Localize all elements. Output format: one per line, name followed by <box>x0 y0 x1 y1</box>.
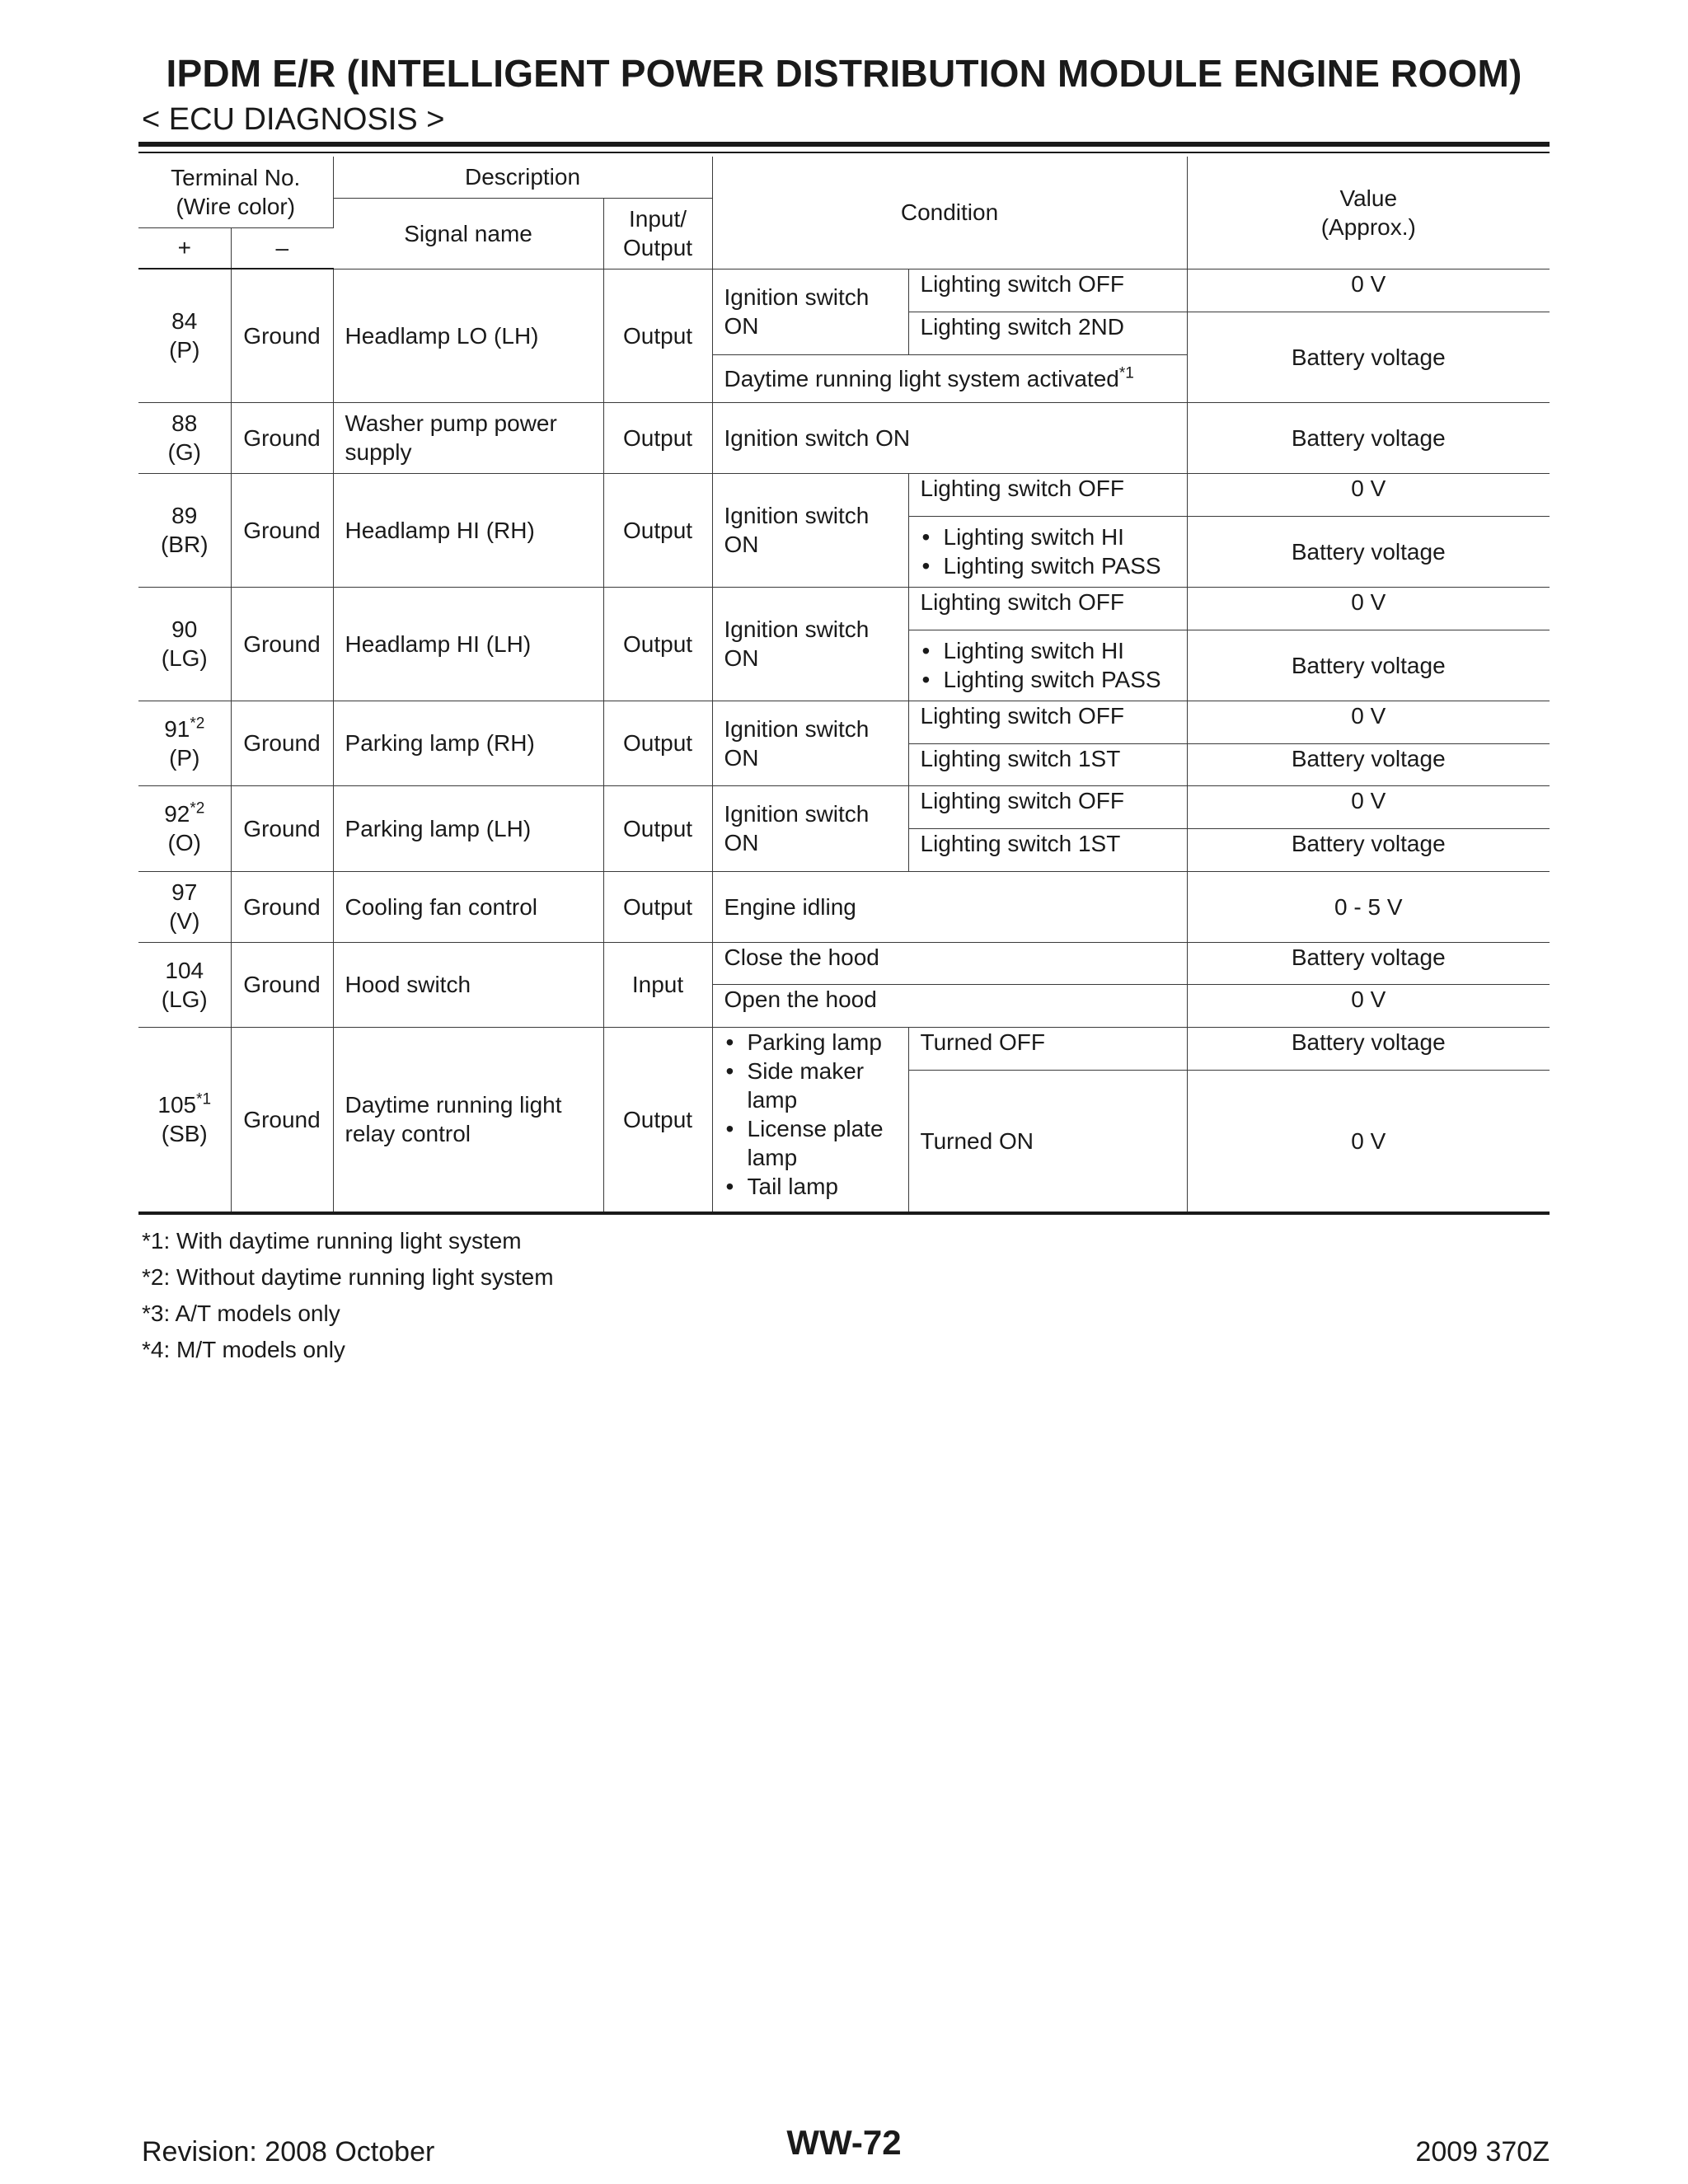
terminal-cell: 97 (V) <box>138 871 231 942</box>
condition-cell: Lighting switch OFF <box>908 701 1187 743</box>
signal-name-cell: Cooling fan control <box>333 871 603 942</box>
ground-cell: Ground <box>231 473 333 587</box>
condition-cell: Lighting switch 1ST <box>908 743 1187 785</box>
io-cell: Output <box>603 473 712 587</box>
list-item: • Lighting switch HI <box>921 636 1175 665</box>
condition-cell <box>908 630 1187 701</box>
condition-cell: Ignition switch ON <box>712 402 1187 473</box>
signal-name-cell: Headlamp LO (LH) <box>333 269 603 402</box>
ground-cell: Ground <box>231 402 333 473</box>
terminal-cell: 105$^{*1}$ (SB) <box>138 1027 231 1213</box>
table-row <box>138 269 1550 312</box>
terminal-cell: 88 (G) <box>138 402 231 473</box>
signal-name-cell: Hood switch <box>333 942 603 1027</box>
condition-cell: Turned ON <box>908 1070 1187 1213</box>
page-number: WW-72 <box>786 2123 902 2162</box>
ground-cell: Ground <box>231 785 333 871</box>
value-cell: Battery voltage <box>1187 312 1550 402</box>
condition-cell: Lighting switch OFF <box>908 785 1187 828</box>
io-cell: Output <box>603 785 712 871</box>
condition-list <box>921 523 1175 580</box>
value-cell: 0 V <box>1187 587 1550 630</box>
condition-cell: Lighting switch 1ST <box>908 828 1187 871</box>
revision-label: Revision: 2008 October <box>142 2136 435 2168</box>
footnote: *1: With daytime running light system <box>142 1228 522 1254</box>
header-description: Description <box>333 157 712 198</box>
footnote-ref: *2 <box>190 799 205 818</box>
condition-cell: Daytime running light system activated$^{*1}$ <box>712 354 1187 402</box>
footnotes <box>142 1223 554 1368</box>
condition-main-cell: Ignition switch ON <box>712 701 908 785</box>
value-cell: 0 - 5 V <box>1187 871 1550 942</box>
condition-cell: Lighting switch 2ND <box>908 312 1187 354</box>
table-row <box>138 701 1550 743</box>
header-rule-thick <box>138 142 1550 147</box>
value-cell: Battery voltage <box>1187 743 1550 785</box>
io-cell: Output <box>603 269 712 402</box>
footnote: *4: M/T models only <box>142 1337 345 1362</box>
ground-cell: Ground <box>231 269 333 402</box>
table-row <box>138 402 1550 473</box>
header-condition: Condition <box>712 157 1187 269</box>
ground-cell: Ground <box>231 701 333 785</box>
signal-name-cell: Parking lamp (LH) <box>333 785 603 871</box>
signal-name-cell: Daytime running light relay control <box>333 1027 603 1213</box>
terminal-cell: 90 (LG) <box>138 587 231 701</box>
value-cell: 0 V <box>1187 1070 1550 1213</box>
condition-main-cell: Ignition switch ON <box>712 785 908 871</box>
list-item: • Lighting switch PASS <box>921 665 1175 694</box>
value-cell: Battery voltage <box>1187 402 1550 473</box>
io-cell: Output <box>603 701 712 785</box>
header-input-output: Input/ Output <box>603 198 712 269</box>
value-cell: 0 V <box>1187 473 1550 516</box>
table-row <box>138 473 1550 516</box>
header-minus: – <box>231 227 333 269</box>
value-cell: 0 V <box>1187 701 1550 743</box>
terminal-cell: 91$^{*2}$ (P) <box>138 701 231 785</box>
io-cell: Output <box>603 1027 712 1213</box>
value-cell: Battery voltage <box>1187 630 1550 701</box>
terminal-cell: 84 (P) <box>138 269 231 402</box>
condition-cell: Close the hood <box>712 942 1187 984</box>
condition-cell: Open the hood <box>712 984 1187 1027</box>
signal-name-cell: Headlamp HI (RH) <box>333 473 603 587</box>
header-signal-name: Signal name <box>333 198 603 269</box>
footnote-ref: *2 <box>190 715 205 733</box>
list-item: • License plate lamp <box>724 1114 897 1172</box>
terminal-diagnosis-table <box>138 157 1550 1215</box>
list-item: • Parking lamp <box>724 1028 897 1057</box>
condition-main-cell: Ignition switch ON <box>712 269 908 354</box>
page-title: IPDM E/R (INTELLIGENT POWER DISTRIBUTION MODULE ENGINE ROOM) <box>166 52 1522 95</box>
signal-name-cell: Headlamp HI (LH) <box>333 587 603 701</box>
io-cell: Output <box>603 402 712 473</box>
condition-cell: Turned OFF <box>908 1027 1187 1070</box>
condition-cell: Lighting switch OFF <box>908 587 1187 630</box>
table-row <box>138 1027 1550 1070</box>
footnote: *3: A/T models only <box>142 1301 340 1326</box>
footnote-ref: *1 <box>196 1090 212 1108</box>
list-item: • Side maker lamp <box>724 1057 897 1114</box>
terminal-cell: 104 (LG) <box>138 942 231 1027</box>
header-terminal-no: Terminal No. (Wire color) <box>138 157 333 227</box>
table-row <box>138 942 1550 984</box>
condition-main-cell <box>712 1027 908 1213</box>
table-row <box>138 785 1550 828</box>
header-value: Value (Approx.) <box>1187 157 1550 269</box>
footnote-ref: *1 <box>1118 364 1134 382</box>
condition-cell <box>908 516 1187 587</box>
list-item: • Lighting switch HI <box>921 523 1175 551</box>
condition-cell: Lighting switch OFF <box>908 473 1187 516</box>
table-row <box>138 587 1550 630</box>
condition-main-cell: Ignition switch ON <box>712 473 908 587</box>
ground-cell: Ground <box>231 871 333 942</box>
io-cell: Input <box>603 942 712 1027</box>
ground-cell: Ground <box>231 942 333 1027</box>
terminal-cell: 92$^{*2}$ (O) <box>138 785 231 871</box>
value-cell: 0 V <box>1187 785 1550 828</box>
table-row <box>138 871 1550 942</box>
condition-main-cell: Ignition switch ON <box>712 587 908 701</box>
footnote: *2: Without daytime running light system <box>142 1264 554 1290</box>
ground-cell: Ground <box>231 587 333 701</box>
section-label: < ECU DIAGNOSIS > <box>142 102 445 137</box>
list-item: • Tail lamp <box>724 1172 897 1201</box>
value-cell: Battery voltage <box>1187 516 1550 587</box>
ground-cell: Ground <box>231 1027 333 1213</box>
header-plus: + <box>138 227 231 269</box>
list-item: • Lighting switch PASS <box>921 551 1175 580</box>
value-cell: 0 V <box>1187 269 1550 312</box>
value-cell: Battery voltage <box>1187 942 1550 984</box>
io-cell: Output <box>603 587 712 701</box>
value-cell: Battery voltage <box>1187 1027 1550 1070</box>
model-label: 2009 370Z <box>1415 2136 1550 2168</box>
value-cell: 0 V <box>1187 984 1550 1027</box>
condition-list <box>724 1028 897 1201</box>
terminal-cell: 89 (BR) <box>138 473 231 587</box>
condition-cell: Engine idling <box>712 871 1187 942</box>
header-rule-thin <box>138 152 1550 153</box>
signal-name-cell: Washer pump power supply <box>333 402 603 473</box>
condition-cell: Lighting switch OFF <box>908 269 1187 312</box>
condition-list <box>921 636 1175 694</box>
io-cell: Output <box>603 871 712 942</box>
value-cell: Battery voltage <box>1187 828 1550 871</box>
signal-name-cell: Parking lamp (RH) <box>333 701 603 785</box>
